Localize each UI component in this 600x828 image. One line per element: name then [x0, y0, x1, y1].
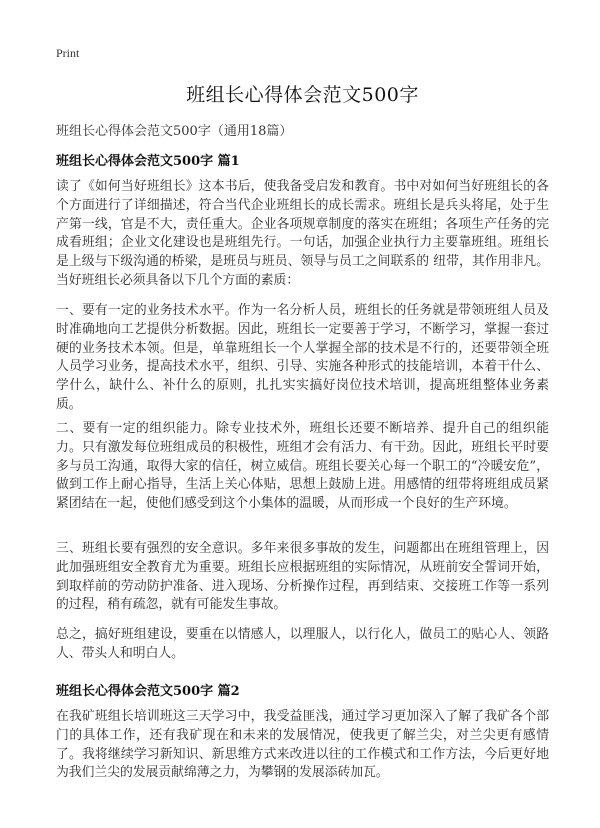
- section-1-paragraph-5: 总之，搞好班组建设，要重在以情感人，以理服人，以行化人，做员工的贴心人、领路人、带头人和明白人。: [56, 627, 549, 661]
- section-1-paragraph-3: 二、要有一定的组织能力。除专业技术外，班组长还要不断培养、提升自己的组织能力。只有激发每位班组成员的积极性，班组才会有活力、有干劲。因此，班组长平时要多与员工沟通，取得大家的信任，树立威信。班组长要关心每一个职工的“冷暖安危”，做到工作上耐心指导，生活上关心体贴，思想上鼓励上进。用感情的纽带将班组成员紧紧团结在一起，使他们感受到这个小集体的温暖，从而形成一个良好的生产环境。: [56, 421, 549, 512]
- document-subtitle: 班组长心得体会范文500字（通用18篇）: [56, 124, 293, 139]
- section-1-paragraph-2: 一、要有一定的业务技术水平。作为一名分析人员，班组长的任务就是带领班组人员及时准确地向工艺提供分析数据。因此，班组长一定要善于学习，不断学习，掌握一套过硬的业务技术本领。但是，单靠班组长一个人掌握全部的技术是不行的，还要带领全班人员学习业务，提高技术水平，组织、引导、实施各种形式的技能培训，本着干什么、学什么，缺什么、补什么的原则，扎扎实实搞好岗位技术培训，提高班组整体业务素质。: [56, 303, 549, 412]
- section-2-paragraph-1: 在我矿班组长培训班这三天学习中，我受益匪浅，通过学习更加深入了解了我矿各个部门的具体工作，还有我矿现在和未来的发展情况，使我更了解兰尖，对兰尖更有感情了。我将继续学习新知识、新思维方式来改进以往的工作模式和工作方法，今后更好地为我们兰尖的发展贡献绵薄之力，为攀钢的发展添砖加瓦。: [56, 709, 549, 781]
- print-link[interactable]: Print: [56, 46, 80, 60]
- section-1-paragraph-1: 读了《如何当好班组长》这本书后，使我备受启发和教育。书中对如何当好班组长的各个方面进行了详细描述，符合当代企业班组长的成长需求。班组长是兵头将尾，处于生产第一线，官是不大，责任重大。企业各项规章制度的落实在班组；各项生产任务的完成看班组；企业文化建设也是班组先行。一句话，加强企业执行力主要靠班组。班组长是上级与下级沟通的桥梁，是班员与班员、领导与员工之间联系的 纽带，其作用非凡。当好班组长必须具备以下几个方面的素质：: [56, 179, 549, 288]
- section-heading-2: 班组长心得体会范文500字 篇2: [56, 684, 240, 699]
- section-1-paragraph-4: 三、班组长要有强烈的安全意识。多年来很多事故的发生，问题都出在班组管理上，因此加强班组安全教育尤为重要。班组长应根据班组的实际情况，从班前安全誓词开始，到取样前的劳动防护准备、进入现场、分析操作过程，再到结束、交接班工作等一系列的过程，稍有疏忽，就有可能发生事故。: [56, 541, 549, 613]
- page-title: 班组长心得体会范文500字: [186, 84, 419, 106]
- section-heading-1: 班组长心得体会范文500字 篇1: [56, 154, 240, 169]
